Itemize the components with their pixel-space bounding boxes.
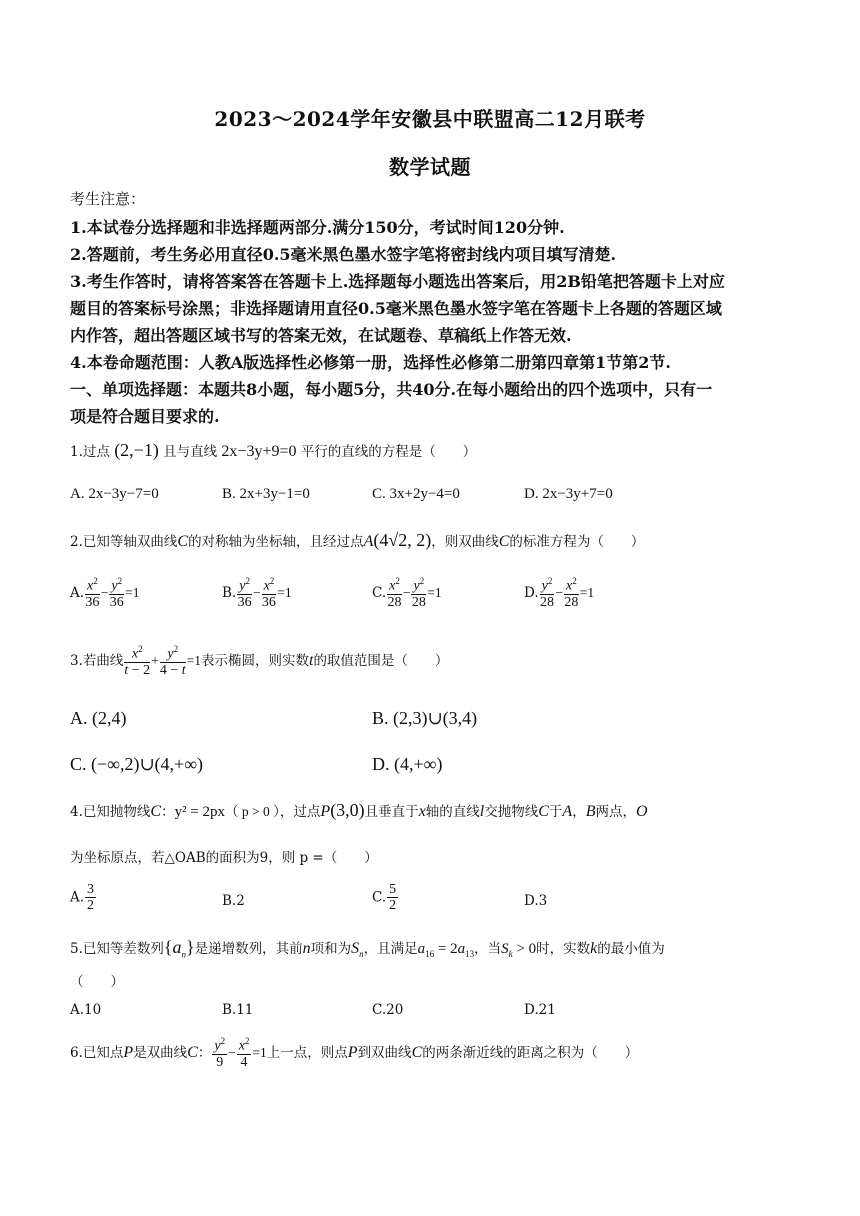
q3-option-a[interactable]: A. (2,4)	[70, 708, 127, 728]
notice-item: 2.答题前，考生务必用直径0.5毫米黑色墨水签字笔将密封线内项目填写清楚.	[70, 245, 617, 264]
question-2: 2.已知等轴双曲线C的对称轴为坐标轴，且经过点A(4√2, 2)，则双曲线C的标准方程为（ ）	[70, 530, 645, 550]
question-5: 5.已知等差数列$\{a_n\}$是递增数列，其前n项和为$S_n$，且满足$a_{16} = 2a_{13}$，当$S_k > 0$时，实数k的最小值为	[70, 937, 665, 960]
notice-heading: 考生注意：	[70, 190, 146, 208]
question-3: 3.若曲线 $\frac{x^2}{t - 2}$ + $\frac{y^2}{4 - t}$ =1表示椭圆，则实数t的取值范围是（ ）	[70, 644, 449, 679]
question-4-cont: 为坐标原点，若△OAB的面积为9，则 p =（ ）	[70, 850, 378, 866]
q3-option-c[interactable]: C. (−∞,2)∪(4,+∞)	[70, 754, 204, 774]
question-1: 1.过点 (2,−1) 且与直线 2x−3y+9=0 平行的直线的方程是（ ）	[70, 440, 477, 460]
q2-option-c[interactable]: C. $\frac{x^2}{28}$ − $\frac{y^2}{28}$ =1	[372, 576, 442, 611]
q4-option-a[interactable]: A. $\frac{3}{2}$	[70, 882, 95, 914]
section-header-cont: 项是符合题目要求的.	[70, 407, 220, 426]
notice-item: 内作答，超出答题区域书写的答案无效，在试题卷、草稿纸上作答无效.	[70, 326, 572, 345]
question-6: 6.已知点P是双曲线C： $\frac{y^2}{9}$ − $\frac{x^2}{4}$ =1上一点，则点P到双曲线C的两条渐近线的距离之积为（ ）	[70, 1036, 639, 1071]
section-header: 一、单项选择题：本题共8小题，每小题5分，共40分.在每小题给出的四个选项中，只有一	[70, 380, 713, 399]
q4-option-d[interactable]: D.3	[524, 893, 548, 909]
q2-option-a[interactable]: A. $\frac{x^2}{36}$ − $\frac{y^2}{36}$ =1	[70, 576, 140, 611]
question-4: 4.已知抛物线C：y² = 2px（ p > 0 ），过点P(3,0)且垂直于x轴的直线l交抛物线C于A，B两点，O	[70, 800, 648, 820]
notice-item: 4.本卷命题范围：人教A版选择性必修第一册，选择性必修第二册第四章第1节第2节.	[70, 353, 671, 372]
q4-option-c[interactable]: C. $\frac{5}{2}$	[372, 882, 397, 914]
q5-option-a[interactable]: A.10	[70, 1002, 102, 1018]
notice-item: 3.考生作答时，请将答案答在答题卡上.选择题每小题选出答案后，用2B铅笔把答题卡上对应	[70, 272, 725, 291]
notice-item: 1.本试卷分选择题和非选择题两部分.满分150分，考试时间120分钟.	[70, 218, 565, 237]
q1-option-d[interactable]: D. 2x−3y+7=0	[524, 486, 613, 502]
q1-option-a[interactable]: A. 2x−3y−7=0	[70, 486, 159, 502]
q1-option-b[interactable]: B. 2x+3y−1=0	[222, 486, 310, 502]
q5-option-d[interactable]: D.21	[524, 1002, 556, 1018]
page-subtitle: 数学试题	[389, 155, 471, 179]
page-title: 2023～2024学年安徽县中联盟高二12月联考	[214, 107, 646, 131]
q1-option-c[interactable]: C. 3x+2y−4=0	[372, 486, 460, 502]
notice-item: 题目的答案标号涂黑；非选择题请用直径0.5毫米黑色墨水签字笔在答题卡上各题的答题区域	[70, 299, 722, 318]
q4-option-b[interactable]: B.2	[222, 893, 245, 909]
q5-option-c[interactable]: C.20	[372, 1002, 404, 1018]
q2-option-b[interactable]: B. $\frac{y^2}{36}$ − $\frac{x^2}{36}$ =1	[222, 576, 292, 611]
q3-option-d[interactable]: D. (4,+∞)	[372, 754, 443, 774]
q3-option-b[interactable]: B. (2,3)∪(3,4)	[372, 708, 478, 728]
q2-option-d[interactable]: D. $\frac{y^2}{28}$ − $\frac{x^2}{28}$ =1	[524, 576, 595, 611]
question-5-cont: （ ）	[70, 974, 124, 990]
q5-option-b[interactable]: B.11	[222, 1002, 254, 1018]
